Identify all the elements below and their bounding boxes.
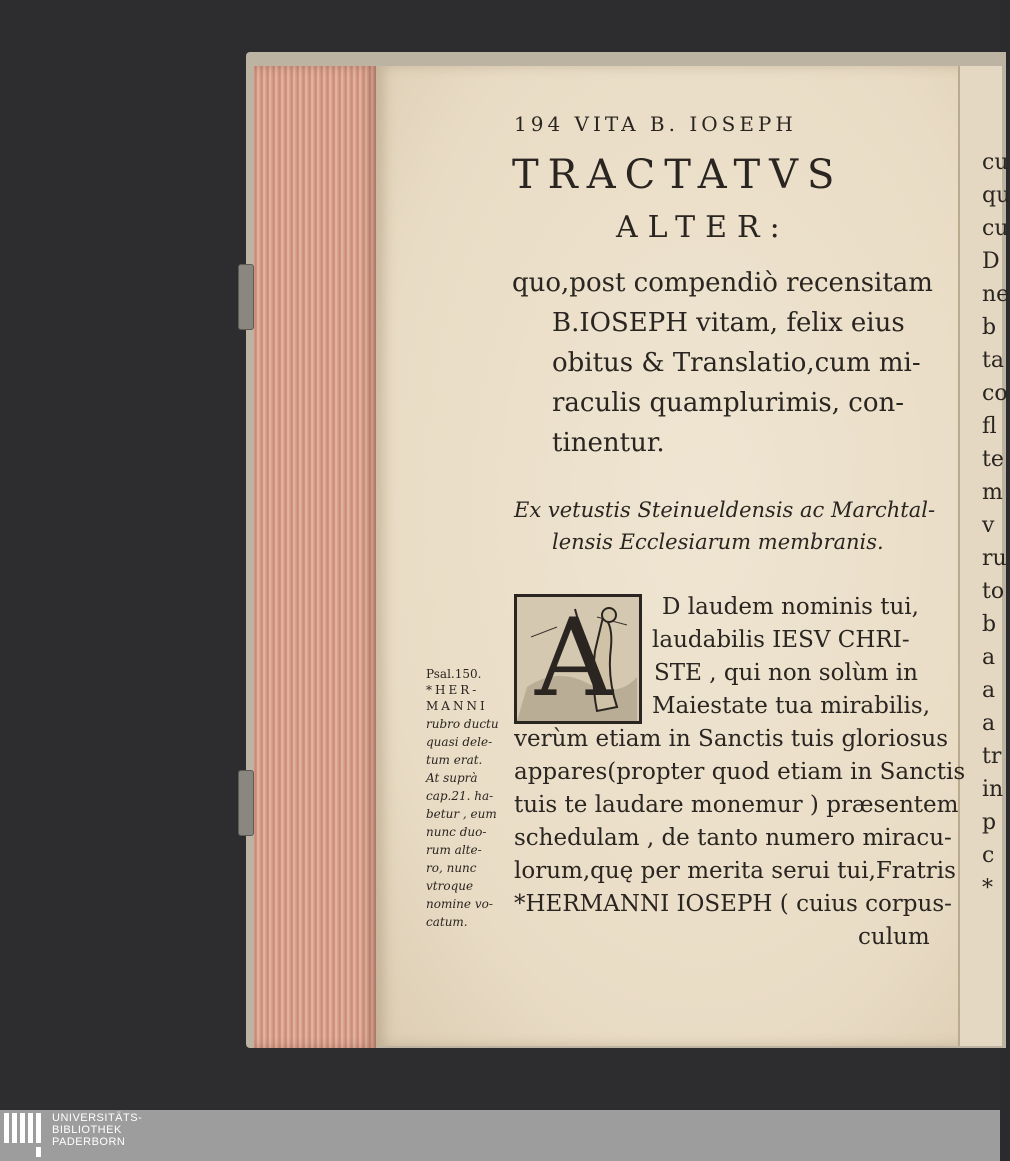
page-edges: [254, 66, 376, 1048]
library-logo-text: [52, 1112, 142, 1148]
source-line: lensis Ecclesiarum membranis.: [552, 530, 884, 554]
margin-note: vtroque: [426, 879, 474, 893]
margin-note: MANNI: [426, 699, 488, 713]
body-line: *HERMANNI IOSEPH ( cuius corpus-: [514, 891, 952, 917]
margin-note: rubro ductu: [426, 717, 499, 731]
margin-note: nomine vo-: [426, 897, 493, 911]
drop-cap-letter: A: [535, 596, 613, 721]
subtitle-line: B.IOSEPH vitam, felix eius: [552, 308, 905, 338]
margin-note: rum alte-: [426, 843, 482, 857]
subtitle-line: obitus & Translatio,cum mi-: [552, 348, 921, 378]
source-line: Ex vetustis Steinueldensis ac Marchtal-: [514, 498, 936, 522]
body-line: tuis te laudare monemur ) præsentem: [514, 792, 959, 818]
footer-bar: [0, 1110, 1000, 1161]
title-line-1: TRACTATVS: [512, 152, 844, 198]
body-line: STE , qui non solùm in: [654, 660, 918, 686]
margin-note: tum erat.: [426, 753, 483, 767]
title-line-2: ALTER:: [616, 210, 790, 245]
margin-note: catum.: [426, 915, 468, 929]
clasp-lower: [238, 770, 254, 836]
margin-note: ro, nunc: [426, 861, 477, 875]
body-line: D laudem nominis tui,: [662, 594, 919, 620]
margin-note: *HER-: [426, 683, 480, 697]
body-line: lorum,quę per merita serui tui,Fratris: [514, 858, 956, 884]
margin-note: cap.21. ha-: [426, 789, 494, 803]
subtitle-line: raculis quamplurimis, con-: [552, 388, 905, 418]
catchword: culum: [858, 924, 930, 950]
margin-note: nunc duo-: [426, 825, 487, 839]
body-line: laudabilis IESV CHRI-: [652, 627, 910, 653]
body-line: appares(propter quod etiam in Sanctis: [514, 759, 966, 785]
body-line: verùm etiam in Sanctis tuis gloriosus: [514, 726, 949, 752]
drop-cap-initial: [514, 594, 642, 724]
margin-note: quasi dele-: [426, 735, 493, 749]
subtitle-line: tinentur.: [552, 428, 665, 458]
body-line: schedulam , de tanto numero miracu-: [514, 825, 952, 851]
margin-note: Psal.150.: [426, 667, 482, 681]
logo-line: PADERBORN: [52, 1136, 126, 1148]
margin-note: At suprà: [426, 771, 478, 785]
library-logo-icon: [4, 1113, 46, 1159]
logo-line: BIBLIOTHEK: [52, 1124, 122, 1136]
body-line: Maiestate tua mirabilis,: [652, 693, 931, 719]
logo-line: UNIVERSITÄTS-: [52, 1112, 143, 1124]
next-page-text: cu qu cu D ne b ta co fl te m v ru to b a a a tr in p c *: [982, 150, 1010, 901]
margin-note: betur , eum: [426, 807, 497, 821]
subtitle-line: quo,post compendiò recensitam: [512, 268, 933, 298]
clasp-upper: [238, 264, 254, 330]
running-head: 194 VITA B. IOSEPH: [514, 112, 797, 136]
